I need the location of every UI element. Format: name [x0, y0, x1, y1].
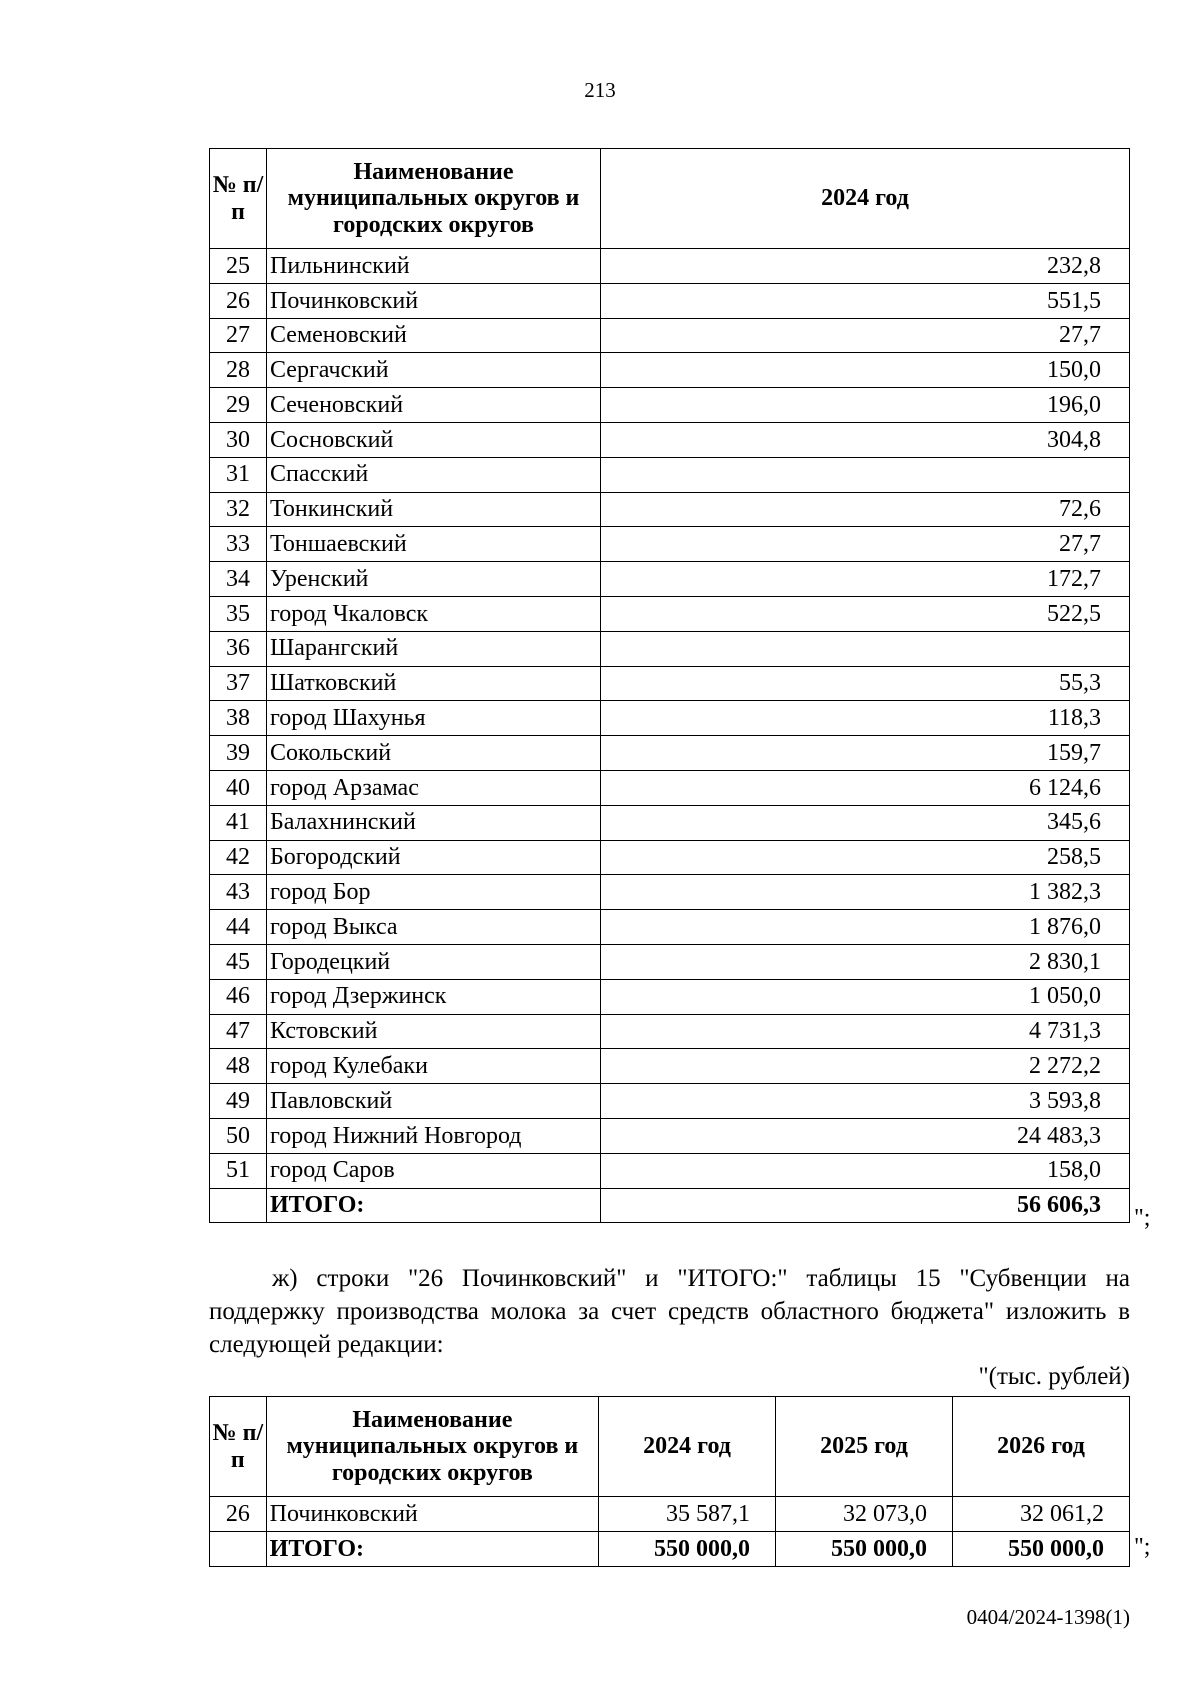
value-2024: 1 382,3	[601, 875, 1130, 910]
row-number: 51	[210, 1153, 267, 1188]
header-2024: 2024 год	[599, 1397, 776, 1497]
district-name: Уренский	[267, 562, 601, 597]
value-2024	[601, 631, 1130, 666]
row-number: 39	[210, 736, 267, 771]
table-row	[210, 805, 1130, 840]
value-2024: 1 050,0	[601, 979, 1130, 1014]
row-number: 41	[210, 805, 267, 840]
row-number: 42	[210, 840, 267, 875]
table-row	[210, 944, 1130, 979]
subsidy-table-2024	[209, 148, 1130, 1223]
district-name: Павловский	[267, 1084, 601, 1119]
value-2024: 232,8	[601, 249, 1130, 284]
table-row	[210, 770, 1130, 805]
district-name: город Кулебаки	[267, 1049, 601, 1084]
header-2024: 2024 год	[601, 149, 1130, 249]
row-number: 44	[210, 910, 267, 945]
total-value-2024: 56 606,3	[601, 1188, 1130, 1223]
row-number: 28	[210, 353, 267, 388]
value-2024: 72,6	[601, 492, 1130, 527]
district-name: город Нижний Новгород	[267, 1118, 601, 1153]
table-row	[210, 875, 1130, 910]
row-number: 32	[210, 492, 267, 527]
table-row	[210, 527, 1130, 562]
district-name: город Чкаловск	[267, 596, 601, 631]
value-2024: 159,7	[601, 736, 1130, 771]
header-name: Наименование муниципальных округов и городских округов	[266, 1397, 598, 1497]
district-name: Сокольский	[267, 736, 601, 771]
value-2024: 4 731,3	[601, 1014, 1130, 1049]
empty-cell	[210, 1532, 267, 1567]
district-name: Семеновский	[267, 318, 601, 353]
table-row	[210, 562, 1130, 597]
district-name: Сергачский	[267, 353, 601, 388]
row-number: 40	[210, 770, 267, 805]
district-name: Пильнинский	[267, 249, 601, 284]
district-name: Городецкий	[267, 944, 601, 979]
table-row	[210, 1118, 1130, 1153]
district-name: город Выкса	[267, 910, 601, 945]
table-row	[210, 353, 1130, 388]
closing-quote: ";	[1134, 1205, 1151, 1231]
table-row	[210, 701, 1130, 736]
total-row	[210, 1188, 1130, 1223]
district-name: Шарангский	[267, 631, 601, 666]
district-name: Тонкинский	[267, 492, 601, 527]
value-2024: 27,7	[601, 527, 1130, 562]
header-num: № п/п	[210, 149, 267, 249]
value-2024: 6 124,6	[601, 770, 1130, 805]
row-number: 26	[210, 1497, 267, 1532]
row-number: 37	[210, 666, 267, 701]
district-name: Шатковский	[267, 666, 601, 701]
header-2025: 2025 год	[776, 1397, 953, 1497]
row-number: 46	[210, 979, 267, 1014]
row-number: 31	[210, 457, 267, 492]
row-number: 36	[210, 631, 267, 666]
district-name: город Шахунья	[267, 701, 601, 736]
header-num: № п/п	[210, 1397, 267, 1497]
total-value-2024: 550 000,0	[599, 1532, 776, 1567]
row-number: 27	[210, 318, 267, 353]
total-value-2025: 550 000,0	[776, 1532, 953, 1567]
table-row	[210, 457, 1130, 492]
value-2024: 24 483,3	[601, 1118, 1130, 1153]
value-2024: 118,3	[601, 701, 1130, 736]
table-row	[210, 283, 1130, 318]
row-number: 45	[210, 944, 267, 979]
total-label: ИТОГО:	[267, 1188, 601, 1223]
district-name: город Саров	[267, 1153, 601, 1188]
district-name: Починковский	[267, 283, 601, 318]
district-name: Сосновский	[267, 422, 601, 457]
value-2024: 258,5	[601, 840, 1130, 875]
header-name: Наименование муниципальных округов и городских округов	[267, 149, 601, 249]
table-row	[210, 422, 1130, 457]
value-2024: 172,7	[601, 562, 1130, 597]
value-2024: 27,7	[601, 318, 1130, 353]
value-2024: 522,5	[601, 596, 1130, 631]
row-number: 43	[210, 875, 267, 910]
value-2024: 2 272,2	[601, 1049, 1130, 1084]
header-2026: 2026 год	[952, 1397, 1129, 1497]
value-2024: 551,5	[601, 283, 1130, 318]
value-2024: 196,0	[601, 388, 1130, 423]
table-row	[210, 910, 1130, 945]
district-name: город Дзержинск	[267, 979, 601, 1014]
value-2024: 35 587,1	[599, 1497, 776, 1532]
row-number: 35	[210, 596, 267, 631]
table-row	[210, 840, 1130, 875]
closing-quote: ";	[1134, 1534, 1151, 1560]
row-number: 26	[210, 283, 267, 318]
district-name: Сеченовский	[267, 388, 601, 423]
value-2024: 304,8	[601, 422, 1130, 457]
value-2024	[601, 457, 1130, 492]
table-row	[210, 492, 1130, 527]
unit-note: "(тыс. рублей)	[978, 1363, 1130, 1390]
value-2026: 32 061,2	[952, 1497, 1129, 1532]
table-row	[210, 1153, 1130, 1188]
total-label: ИТОГО:	[266, 1532, 598, 1567]
value-2024: 2 830,1	[601, 944, 1130, 979]
row-number: 33	[210, 527, 267, 562]
value-2024: 150,0	[601, 353, 1130, 388]
table-row	[210, 388, 1130, 423]
row-number: 48	[210, 1049, 267, 1084]
table-row	[210, 1014, 1130, 1049]
page-number: 213	[584, 78, 616, 102]
district-name: город Бор	[267, 875, 601, 910]
empty-cell	[210, 1188, 267, 1223]
district-name: город Арзамас	[267, 770, 601, 805]
row-number: 34	[210, 562, 267, 597]
table-row	[210, 631, 1130, 666]
row-number: 49	[210, 1084, 267, 1119]
value-2024: 55,3	[601, 666, 1130, 701]
district-name: Починковский	[266, 1497, 598, 1532]
table-row	[210, 596, 1130, 631]
district-name: Тоншаевский	[267, 527, 601, 562]
milk-subvention-table	[209, 1396, 1130, 1567]
table-row	[210, 736, 1130, 771]
row-number: 29	[210, 388, 267, 423]
value-2024: 158,0	[601, 1153, 1130, 1188]
total-row	[210, 1532, 1130, 1567]
amendment-paragraph: ж) строки "26 Починковский" и "ИТОГО:" таблицы 15 "Субвенции на поддержку производства молока за счет средств областного бюджета" изложить в следующей редакции:	[209, 1265, 1130, 1358]
row-number: 50	[210, 1118, 267, 1153]
district-name: Богородский	[267, 840, 601, 875]
value-2024: 345,6	[601, 805, 1130, 840]
district-name: Балахнинский	[267, 805, 601, 840]
table-row	[210, 666, 1130, 701]
table-row	[210, 1497, 1130, 1532]
value-2024: 1 876,0	[601, 910, 1130, 945]
table-row	[210, 979, 1130, 1014]
table-row	[210, 1049, 1130, 1084]
table-row	[210, 1084, 1130, 1119]
document-code: 0404/2024-1398(1)	[966, 1605, 1130, 1629]
district-name: Кстовский	[267, 1014, 601, 1049]
total-value-2026: 550 000,0	[952, 1532, 1129, 1567]
row-number: 30	[210, 422, 267, 457]
district-name: Спасский	[267, 457, 601, 492]
table-row	[210, 318, 1130, 353]
row-number: 38	[210, 701, 267, 736]
row-number: 47	[210, 1014, 267, 1049]
value-2024: 3 593,8	[601, 1084, 1130, 1119]
value-2025: 32 073,0	[776, 1497, 953, 1532]
table-row	[210, 249, 1130, 284]
row-number: 25	[210, 249, 267, 284]
